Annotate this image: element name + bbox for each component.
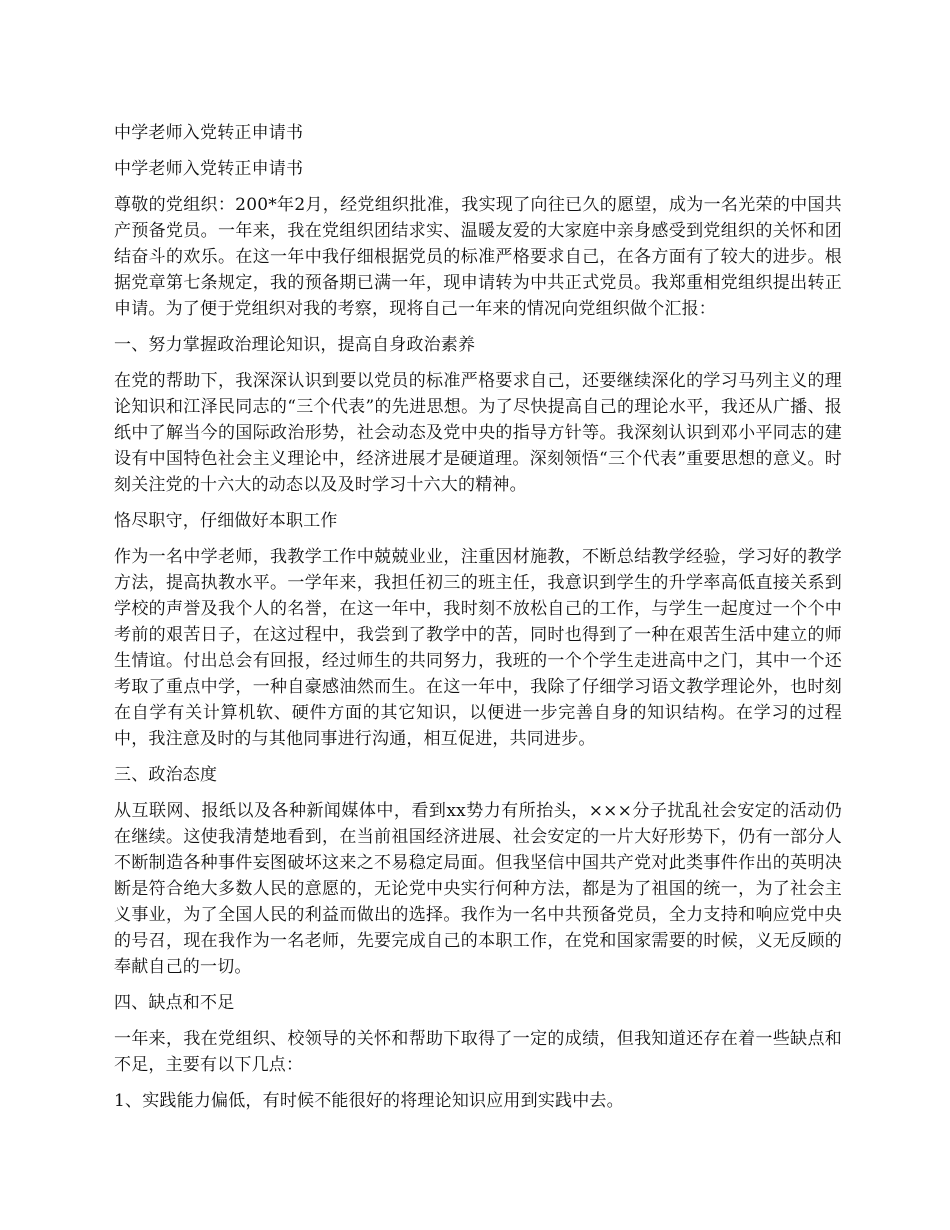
section-2-paragraph: 作为一名中学老师，我教学工作中兢兢业业，注重因材施教，不断总结教学经验，学习好的教学方法，提高执教水平。一学年来，我担任初三的班主任，我意识到学生的升学率高低直接关系到学校的声誉及我个人的名誉，在这一年中，我时刻不放松自己的工作，与学生一起度过一个个中考前的艰苦日子，在这过程中，我尝到了教学中的苦，同时也得到了一种在艰苦生活中建立的师生情谊。付出总会有回报，经过师生的共同努力，我班的一个个学生走进高中之门，其中一个还考取了重点中学，一种自豪感油然而生。在这一年中，我除了仔细学习语文教学理论外，也时刻在自学有关计算机软、硬件方面的其它知识，以便进一步完善自身的知识结构。在学习的过程中，我注意及时的与其他同事进行沟通，相互促进，共同进步。 xyxy=(114,547,842,749)
section-3-paragraph: 从互联网、报纸以及各种新闻媒体中，看到xx势力有所抬头，×××分子扰乱社会安定的活动仍在继续。这使我清楚地看到，在当前祖国经济进展、社会安定的一片大好形势下，仍有一部分人不断制造各种事件妄图破坏这来之不易稳定局面。但我坚信中国共产党对此类事件作出的英明决断是符合绝大多数人民的意愿的，无论党中央实行何种方法，都是为了祖国的统一，为了社会主义事业，为了全国人民的利益而做出的选择。我作为一名中共预备党员，全力支持和响应党中央的号召，现在我作为一名老师，先要完成自己的本职工作，在党和国家需要的时候，义无反顾的奉献自己的一切。 xyxy=(114,801,842,977)
section-4-heading: 四、缺点和不足 xyxy=(114,993,235,1013)
section-4-paragraph: 一年来，我在党组织、校领导的关怀和帮助下取得了一定的成绩，但我知道还存在着一些缺点和不足，主要有以下几点： xyxy=(114,1029,842,1075)
intro-paragraph: 尊敬的党组织：200*年2月，经党组织批准，我实现了向往已久的愿望，成为一名光荣的中国共产预备党员。一年来，我在党组织团结求实、温暖友爱的大家庭中亲身感受到党组织的关怀和团结奋斗的欢乐。在这一年中我仔细根据党员的标准严格要求自己，在各方面有了较大的进步。根据党章第七条规定，我的预备期已满一年，现申请转为中共正式党员。我郑重相党组织提出转正申请。为了便于党组织对我的考察，现将自己一年来的情况向党组织做个汇报： xyxy=(114,195,842,319)
section-1-heading: 一、努力掌握政治理论知识，提高自身政治素养 xyxy=(114,335,476,355)
document-subtitle: 中学老师入党转正申请书 xyxy=(114,159,304,179)
section-3-heading: 三、政治态度 xyxy=(114,765,218,785)
document-page xyxy=(114,120,842,1124)
document-title: 中学老师入党转正申请书 xyxy=(114,123,304,143)
section-2-heading: 恪尽职守，仔细做好本职工作 xyxy=(114,511,338,531)
section-1-paragraph: 在党的帮助下，我深深认识到要以党员的标准严格要求自己，还要继续深化的学习马列主义的理论知识和江泽民同志的“三个代表”的先进思想。为了尽快提高自己的理论水平，我还从广播、报纸中了解当今的国际政治形势，社会动态及党中央的指导方针等。我深刻认识到邓小平同志的建设有中国特色社会主义理论中，经济进展才是硬道理。深刻领悟“三个代表”重要思想的意义。时刻关注党的十六大的动态以及及时学习十六大的精神。 xyxy=(114,371,842,495)
list-item: 1、实践能力偏低，有时候不能很好的将理论知识应用到实践中去。 xyxy=(114,1091,624,1111)
